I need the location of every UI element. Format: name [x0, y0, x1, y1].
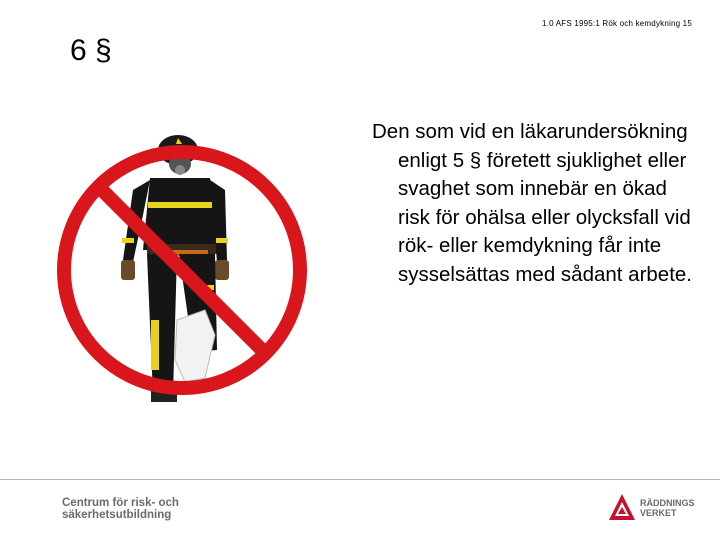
slide-title: 6 § — [70, 34, 112, 67]
raddningsverket-logo — [608, 493, 698, 523]
org-name-line1: Centrum för risk- och — [62, 497, 179, 509]
firefighter-prohibited-icon — [55, 120, 310, 420]
svg-text:01: 01 — [156, 146, 165, 155]
slide-body-text: Den som vid en läkarundersökning enligt 5 § företett sjuklighet eller svaghet som innebär en ökad risk för ohälsa eller olycksfall vid rök- eller kemdykning får inte sysselsättas med sådant arbete. — [372, 120, 692, 286]
raddningsverket-logo-icon — [608, 493, 636, 521]
logo-text-line2: VERKET — [640, 508, 677, 518]
logo-text-line1: RÄDDNINGS — [640, 498, 695, 508]
header-note: 1.0 AFS 1995:1 Rök och kemdykning 15 — [542, 19, 692, 28]
org-name-line2: säkerhetsutbildning — [62, 509, 172, 521]
org-name — [62, 497, 179, 521]
footer-divider — [0, 479, 720, 480]
